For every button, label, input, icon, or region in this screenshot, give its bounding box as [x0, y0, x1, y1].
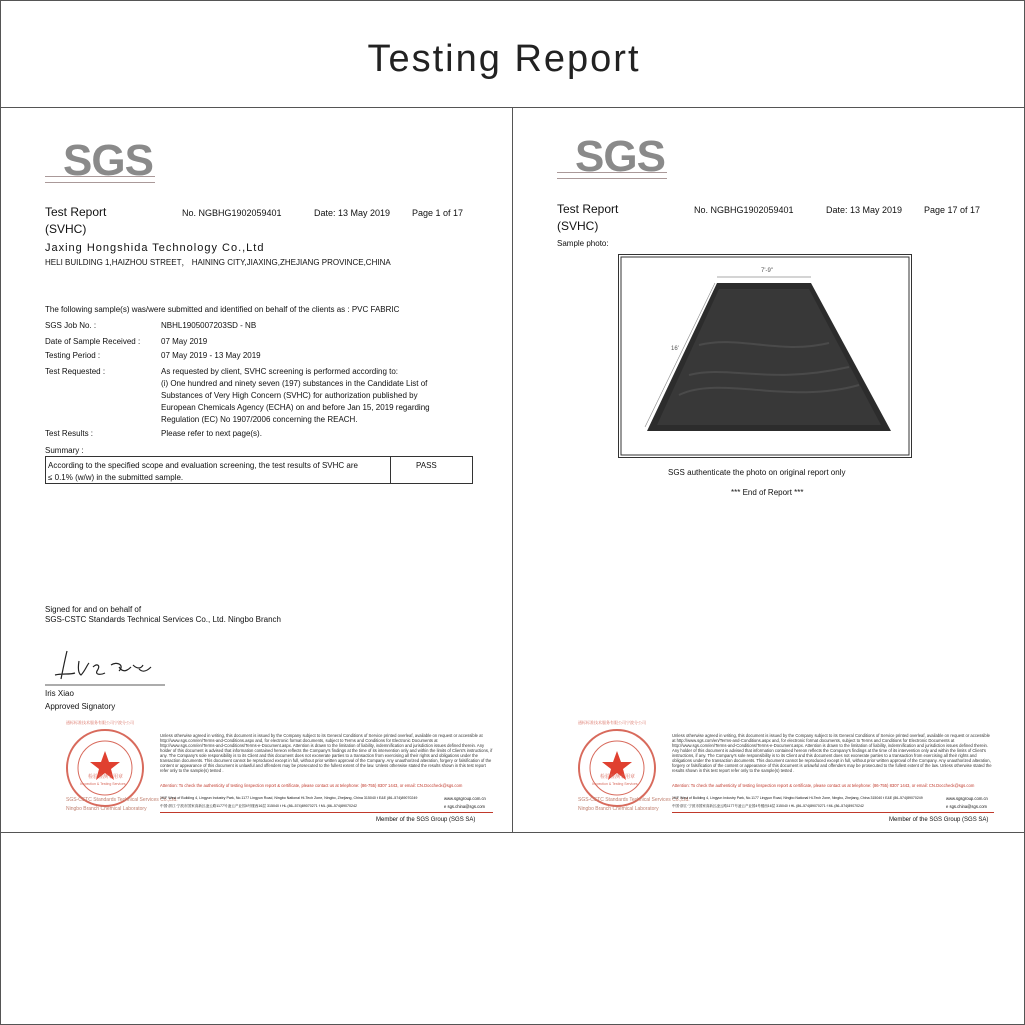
page-title: Testing Report: [367, 38, 641, 80]
report-number: No. NGBHG1902059401: [694, 205, 794, 215]
stamp-bottom: Ningbo Branch Chemical Laboratory: [578, 806, 659, 812]
stamp-en: Inspection & Testing Services: [592, 782, 638, 786]
report-date: Date: 13 May 2019: [826, 205, 903, 215]
results-value: Please refer to next page(s).: [161, 429, 262, 438]
photo-caption: SGS authenticate the photo on original report only: [668, 468, 846, 477]
stamp-cn-top: 通标标准技术服务有限公司宁波分公司: [578, 720, 646, 725]
stamp-side: SGS-CSTC Standards Technical Services Co.,Ltd.: [578, 797, 690, 803]
requested-line: European Chemicals Agency (ECHA) on and before Jan 15, 2019 regarding: [161, 403, 430, 412]
attention-text: Attention: To check the authenticity of testing /inspection report & certificate, please contact us at telephone: (86-755) 8307 1443, or email: CN.Doccheck@sgs.com: [672, 783, 975, 788]
stamp-bottom: Ningbo Branch Chemical Laboratory: [66, 806, 147, 812]
footer-email: e sgs.china@sgs.com: [444, 804, 486, 809]
report-label: Test Report: [45, 205, 107, 219]
job-value: NBHL1905007203SD - NB: [161, 321, 257, 330]
stamp-cn-mid: 检验检测专用章: [88, 774, 124, 780]
report-sub: (SVHC): [45, 222, 87, 236]
sgs-logo: SGS: [557, 132, 667, 188]
width-dimension: 7'-9": [761, 268, 773, 274]
member-text: Member of the SGS Group (SGS SA): [376, 817, 476, 823]
stamp-en: Inspection & Testing Services: [80, 782, 126, 786]
pvc-fabric-image: [619, 255, 911, 457]
received-value: 07 May 2019: [161, 337, 208, 346]
received-label: Date of Sample Received :: [45, 337, 141, 346]
requested-line: Substances of Very High Concern (SVHC) for authorization published by: [161, 391, 418, 400]
attention-text: Attention: To check the authenticity of testing /inspection report & certificate, please contact us at telephone: (86-755) 8307 1443, or email: CN.Doccheck@sgs.com: [160, 783, 463, 788]
results-label: Test Results :: [45, 429, 94, 438]
report-sub: (SVHC): [557, 219, 599, 233]
footer-rule: [160, 812, 493, 813]
signed-for: Signed for and on behalf of: [45, 605, 142, 614]
signatory-title: Approved Signatory: [45, 702, 116, 711]
summary-result: PASS: [416, 461, 437, 470]
report-page: Page 1 of 17: [412, 208, 464, 218]
report-date: Date: 13 May 2019: [314, 208, 391, 218]
footer-address-cn: 中国·浙江·宁波市国家高新区凌云路1177号凌云产业园4号楼西16层 315040 t HL (86–574)89070271 f ML (86–574)89070242: [672, 804, 864, 808]
period-label: Testing Period :: [45, 351, 101, 360]
signatory-name: Iris Xiao: [45, 689, 74, 698]
period-value: 07 May 2019 - 13 May 2019: [161, 351, 261, 360]
report-number: No. NGBHG1902059401: [182, 208, 282, 218]
sgs-logo: SGS: [45, 136, 155, 192]
footer-rule: [672, 812, 994, 813]
summary-cell-divider: [390, 456, 391, 484]
footer-address-en: 16/F West of Building 4, Lingyun Industry Park, No.1177 Lingyun Road, Ningbo National Hi-Tech Zone, Ningbo, Zhejiang, China 315040 t E&E (86–574)89070249: [160, 796, 418, 800]
sample-photo: [618, 254, 912, 458]
summary-label: Summary :: [45, 446, 84, 455]
length-dimension: 16': [671, 346, 679, 352]
disclaimer-text: Unless otherwise agreed in writing, this document is issued by the Company subject to its General Conditions of Service printed overleaf, available on request or accessible at http://www.sgs.com/en/Terms-and-Conditions.aspx and, for electronic format documents, subject to Terms and Conditions for Electronic Documents at http://www.sgs.com/en/Terms-and-Conditions/Terms-e-Document.aspx. Attention is drawn to the limitation of liability, indemnification and jurisdiction issues defined therein. Any holder of this document is advised that information contained hereon reflects the Company's findings at the time of its intervention only and within the limits of Client's instructions, if any. The Company's sole responsibility is to its Client and this document does not exonerate parties to a transaction from exercising all their rights and obligations under the transaction documents. This document cannot be reproduced except in full, without prior written approval of the Company. Any unauthorized alteration, forgery or falsification of the content or appearance of this document is unlawful and offenders may be prosecuted to the fullest extent of the law. Unless otherwise stated the results shown in this test report refer only to the sample(s) tested .: [160, 733, 493, 773]
job-label: SGS Job No. :: [45, 321, 97, 330]
summary-text: ≤ 0.1% (w/w) in the submitted sample.: [48, 473, 184, 482]
footer-web: www.sgsgroup.com.cn: [946, 796, 988, 801]
requested-line: Regulation (EC) No 1907/2006 concerning the REACH.: [161, 415, 358, 424]
summary-text: According to the specified scope and evaluation screening, the test results of SVHC are: [48, 461, 358, 470]
stamp-cn-mid: 检验检测专用章: [600, 774, 636, 780]
disclaimer-text: Unless otherwise agreed in writing, this document is issued by the Company subject to its General Conditions of Service printed overleaf, available on request or accessible at http://www.sgs.com/en/Terms-and-Conditions.aspx and, for electronic format documents, subject to Terms and Conditions for Electronic Documents at http://www.sgs.com/en/Terms-and-Conditions/Terms-e-Document.aspx. Attention is drawn to the limitation of liability, indemnification and jurisdiction issues defined therein. Any holder of this document is advised that information contained hereon reflects the Company's findings at the time of its intervention only and within the limits of Client's instructions, if any. The Company's sole responsibility is to its Client and this document does not exonerate parties to a transaction from exercising all their rights and obligations under the transaction documents. This document cannot be reproduced except in full, without prior written approval of the Company. Any unauthorized alteration, forgery or falsification of the content or appearance of this document is unlawful and offenders may be prosecuted to the fullest extent of the law. Unless otherwise stated the results shown in this test report refer only to the sample(s) tested .: [672, 733, 992, 773]
stamp-cn-top: 通标标准技术服务有限公司宁波分公司: [66, 720, 134, 725]
sample-photo-label: Sample photo:: [557, 239, 609, 248]
member-text: Member of the SGS Group (SGS SA): [889, 817, 989, 823]
requested-label: Test Requested :: [45, 367, 106, 376]
stamp-side: SGS-CSTC Standards Technical Services Co.,Ltd.: [66, 797, 178, 803]
footer-address-cn: 中国·浙江·宁波市国家高新区凌云路1177号凌云产业园4号楼西16层 315040 t HL (86–574)89070271 f ML (86–574)89070242: [160, 804, 358, 808]
requested-line: (i) One hundred and ninety seven (197) substances in the Candidate List of: [161, 379, 428, 388]
company-name: Jaxing Hongshida Technology Co.,Ltd: [45, 242, 265, 254]
footer-email: e sgs.china@sgs.com: [946, 804, 988, 809]
report-page: Page 17 of 17: [924, 205, 981, 215]
report-label: Test Report: [557, 202, 619, 216]
footer-web: www.sgsgroup.com.cn: [444, 796, 486, 801]
company-address: HELI BUILDING 1,HAIZHOU STREET， HAINING CITY,JIAXING,ZHEJIANG PROVINCE,CHINA: [45, 258, 391, 267]
signature-image: [45, 645, 170, 687]
intro-text: The following sample(s) was/were submitted and identified on behalf of the clients as : PVC FABRIC: [45, 305, 400, 314]
footer-address-en: 16/F West of Building 4, Lingyun Industry Park, No.1177 Lingyun Road, Ningbo National Hi-Tech Zone, Ningbo, Zhejiang, China 315040 t E&E (86–574)89070249: [672, 796, 923, 800]
page-divider: [512, 107, 513, 833]
requested-line: As requested by client, SVHC screening is performed according to:: [161, 367, 399, 376]
end-of-report: *** End of Report ***: [731, 488, 804, 497]
signed-company: SGS-CSTC Standards Technical Services Co., Ltd. Ningbo Branch: [45, 615, 281, 624]
